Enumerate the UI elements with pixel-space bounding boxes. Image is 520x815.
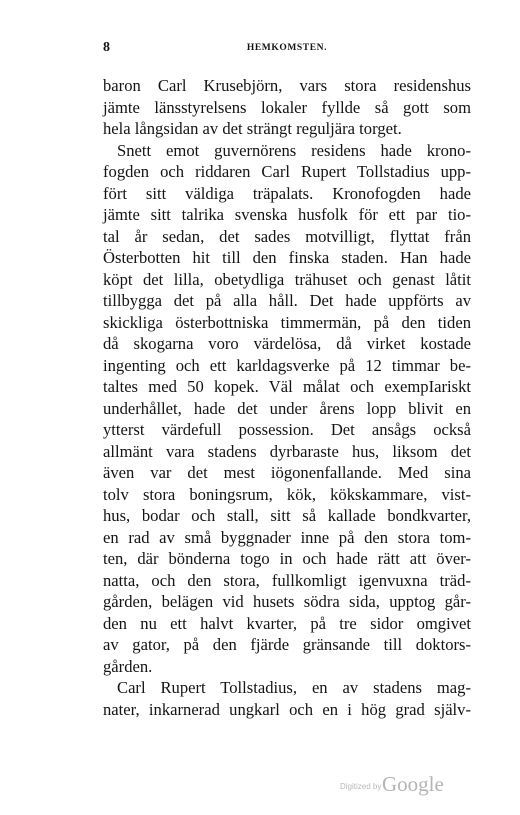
text-line: ten, där bönderna togo in och hade rätt att över- (103, 549, 471, 568)
text-line: ytterst värdefull possession. Det ansågs också (103, 420, 471, 439)
text-line: då skogarna voro värdelösa, då virket kostade (103, 334, 471, 353)
page-header (103, 40, 471, 60)
text-line: gården, belägen vid husets södra sida, upptog går- (103, 592, 471, 611)
text-line: tillbygga det på alla håll. Det hade uppförts av (103, 291, 471, 310)
text-line: taltes med 50 kopek. Väl målat och exempIariskt (103, 377, 471, 396)
text-line: den nu ett halvt kvarter, på tre sidor omgivet (103, 613, 471, 633)
text-line: tolv stora boningsrum, kök, kökskammare, vist- (103, 484, 471, 504)
page-number: 8 (103, 40, 110, 55)
text-line: allmänt vara stadens dyrbaraste hus, liksom det (103, 441, 471, 461)
text-line: underhållet, hade det under årens lopp blivit en (103, 398, 471, 418)
watermark-prefix: Digitized by (340, 782, 382, 791)
text-line: jämte sitt talrika svenska husfolk för ett par tio- (103, 205, 471, 224)
text-line: fogden och riddaren Carl Rupert Tollstadius upp- (103, 162, 471, 181)
text-line: skickliga österbottniska timmermän, på den tiden (103, 312, 471, 332)
text-line: Österbotten hit till den finska staden. Han hade (103, 248, 471, 267)
text-line: hela långsidan av det strängt reguljära torget. (103, 119, 402, 138)
text-line: Snett emot guvernörens residens hade krono- (117, 140, 471, 160)
text-line: hus, bodar och stall, sitt så kallade bondkvarter, (103, 506, 471, 525)
text-line: nater, inkarnerad ungkarl och en i hög grad själv- (103, 699, 471, 719)
text-line: baron Carl Krusebjörn, vars stora residenshus (103, 76, 471, 95)
text-line: av gator, på den fjärde gränsande till doktors- (103, 635, 471, 654)
text-line: gården. (103, 656, 153, 676)
text-line: ingenting och ett karldagsverke på 12 timmar be- (103, 355, 471, 375)
text-line: köpt det lilla, obetydliga trähuset och genast låtit (103, 269, 471, 289)
text-line: jämte länsstyrelsens lokaler fyllde så gott som (103, 97, 471, 117)
watermark-brand-logo: Google (382, 772, 444, 796)
running-head: HEMKOMSTEN. (246, 43, 328, 53)
text-line: tal år sedan, det sades motvilligt, flyttat från (103, 226, 471, 246)
text-line: en rad av små byggnader inne på den stora tom- (103, 527, 471, 547)
text-line: även var det mest iögonenfallande. Med sina (103, 463, 471, 482)
text-line: Carl Rupert Tollstadius, en av stadens mag- (117, 678, 471, 697)
body-text (103, 75, 471, 720)
text-line: natta, och den stora, fullkomligt igenvuxna träd- (103, 570, 471, 590)
text-line: fört sitt väldiga träpalats. Kronofogden hade (103, 183, 471, 203)
digitization-watermark (340, 772, 460, 798)
